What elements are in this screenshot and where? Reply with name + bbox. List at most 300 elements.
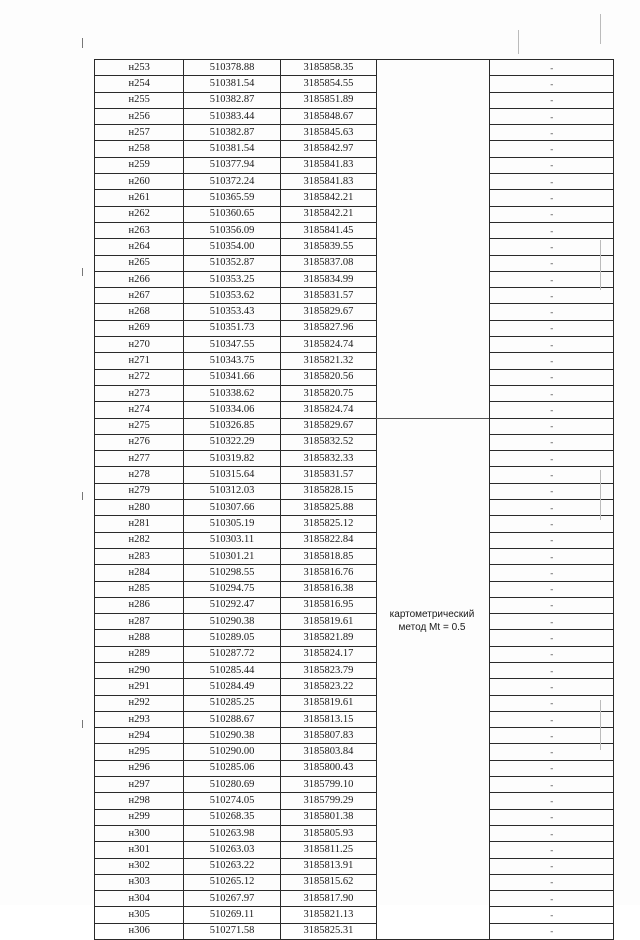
table-row: [95, 141, 614, 157]
table-row: [95, 369, 614, 385]
error-cell: -: [490, 76, 614, 92]
point-name-cell: н297: [95, 777, 184, 793]
y-coordinate-cell: 3185801.38: [280, 809, 376, 825]
error-cell: -: [490, 467, 614, 483]
y-coordinate-cell: 3185820.75: [280, 385, 376, 401]
table-row: [95, 451, 614, 467]
scan-mark: [82, 720, 83, 728]
method-cell: [377, 190, 490, 206]
point-name-cell: н277: [95, 451, 184, 467]
y-coordinate-cell: 3185839.55: [280, 239, 376, 255]
point-name-cell: н285: [95, 581, 184, 597]
method-cell: [377, 695, 490, 711]
x-coordinate-cell: 510354.00: [184, 239, 280, 255]
y-coordinate-cell: 3185841.83: [280, 157, 376, 173]
y-coordinate-cell: 3185842.97: [280, 141, 376, 157]
y-coordinate-cell: 3185816.95: [280, 597, 376, 613]
scan-mark: [600, 470, 601, 520]
error-cell: -: [490, 369, 614, 385]
method-cell: [377, 222, 490, 238]
x-coordinate-cell: 510294.75: [184, 581, 280, 597]
point-name-cell: н257: [95, 125, 184, 141]
x-coordinate-cell: 510292.47: [184, 597, 280, 613]
y-coordinate-cell: 3185828.15: [280, 483, 376, 499]
method-cell: [377, 304, 490, 320]
method-cell: [377, 809, 490, 825]
method-note: [376, 608, 488, 634]
table-row: [95, 679, 614, 695]
x-coordinate-cell: 510290.00: [184, 744, 280, 760]
error-cell: -: [490, 874, 614, 890]
point-name-cell: н273: [95, 385, 184, 401]
y-coordinate-cell: 3185827.96: [280, 320, 376, 336]
error-cell: -: [490, 320, 614, 336]
x-coordinate-cell: 510319.82: [184, 451, 280, 467]
point-name-cell: н279: [95, 483, 184, 499]
x-coordinate-cell: 510269.11: [184, 907, 280, 923]
method-cell: [377, 157, 490, 173]
x-coordinate-cell: 510381.54: [184, 76, 280, 92]
x-coordinate-cell: 510353.43: [184, 304, 280, 320]
point-name-cell: н267: [95, 288, 184, 304]
point-name-cell: н295: [95, 744, 184, 760]
method-cell: [377, 662, 490, 678]
error-cell: -: [490, 744, 614, 760]
point-name-cell: н261: [95, 190, 184, 206]
method-note-line1: картометрический: [389, 609, 475, 620]
table-row: [95, 320, 614, 336]
method-cell: [377, 76, 490, 92]
method-cell: [377, 548, 490, 564]
method-cell: [377, 320, 490, 336]
method-cell: [377, 434, 490, 450]
y-coordinate-cell: 3185842.21: [280, 190, 376, 206]
table-row: [95, 353, 614, 369]
x-coordinate-cell: 510290.38: [184, 728, 280, 744]
point-name-cell: н287: [95, 614, 184, 630]
y-coordinate-cell: 3185807.83: [280, 728, 376, 744]
x-coordinate-cell: 510301.21: [184, 548, 280, 564]
x-coordinate-cell: 510356.09: [184, 222, 280, 238]
table-row: [95, 434, 614, 450]
error-cell: -: [490, 434, 614, 450]
point-name-cell: н272: [95, 369, 184, 385]
error-cell: -: [490, 239, 614, 255]
table-row: [95, 777, 614, 793]
table-row: [95, 222, 614, 238]
method-cell: [377, 271, 490, 287]
table-row: [95, 825, 614, 841]
x-coordinate-cell: 510312.03: [184, 483, 280, 499]
method-cell: [377, 777, 490, 793]
y-coordinate-cell: 3185848.67: [280, 108, 376, 124]
x-coordinate-cell: 510341.66: [184, 369, 280, 385]
point-name-cell: н301: [95, 842, 184, 858]
method-cell: [377, 500, 490, 516]
point-name-cell: н260: [95, 174, 184, 190]
y-coordinate-cell: 3185803.84: [280, 744, 376, 760]
error-cell: -: [490, 662, 614, 678]
method-cell: [377, 728, 490, 744]
x-coordinate-cell: 510382.87: [184, 125, 280, 141]
y-coordinate-cell: 3185805.93: [280, 825, 376, 841]
point-name-cell: н263: [95, 222, 184, 238]
method-cell: [377, 385, 490, 401]
point-name-cell: н293: [95, 711, 184, 727]
table-row: [95, 630, 614, 646]
error-cell: -: [490, 565, 614, 581]
error-cell: -: [490, 288, 614, 304]
table-row: [95, 695, 614, 711]
y-coordinate-cell: 3185832.33: [280, 451, 376, 467]
y-coordinate-cell: 3185854.55: [280, 76, 376, 92]
method-cell: [377, 891, 490, 907]
point-name-cell: н283: [95, 548, 184, 564]
point-name-cell: н304: [95, 891, 184, 907]
table-row: [95, 793, 614, 809]
table-row: [95, 728, 614, 744]
error-cell: -: [490, 337, 614, 353]
x-coordinate-cell: 510274.05: [184, 793, 280, 809]
method-cell: [377, 679, 490, 695]
y-coordinate-cell: 3185825.12: [280, 516, 376, 532]
table-row: [95, 581, 614, 597]
y-coordinate-cell: 3185816.76: [280, 565, 376, 581]
error-cell: -: [490, 60, 614, 76]
y-coordinate-cell: 3185829.67: [280, 304, 376, 320]
error-cell: -: [490, 728, 614, 744]
table-row: [95, 157, 614, 173]
point-name-cell: н259: [95, 157, 184, 173]
table-row: [95, 108, 614, 124]
y-coordinate-cell: 3185816.38: [280, 581, 376, 597]
table-row: [95, 809, 614, 825]
method-cell: [377, 239, 490, 255]
point-name-cell: н275: [95, 418, 184, 434]
x-coordinate-cell: 510267.97: [184, 891, 280, 907]
y-coordinate-cell: 3185824.74: [280, 402, 376, 418]
table-row: [95, 467, 614, 483]
scan-mark: [82, 492, 83, 500]
x-coordinate-cell: 510271.58: [184, 923, 280, 939]
x-coordinate-cell: 510338.62: [184, 385, 280, 401]
point-name-cell: н281: [95, 516, 184, 532]
table-row: [95, 858, 614, 874]
x-coordinate-cell: 510372.24: [184, 174, 280, 190]
method-cell: [377, 174, 490, 190]
x-coordinate-cell: 510326.85: [184, 418, 280, 434]
y-coordinate-cell: 3185842.21: [280, 206, 376, 222]
x-coordinate-cell: 510285.06: [184, 760, 280, 776]
error-cell: -: [490, 125, 614, 141]
table-row: [95, 418, 614, 434]
table-row: [95, 874, 614, 890]
y-coordinate-cell: 3185819.61: [280, 695, 376, 711]
method-column-divider: [376, 418, 489, 419]
x-coordinate-cell: 510289.05: [184, 630, 280, 646]
x-coordinate-cell: 510307.66: [184, 500, 280, 516]
scan-mark: [600, 240, 601, 290]
method-cell: [377, 402, 490, 418]
point-name-cell: н262: [95, 206, 184, 222]
method-cell: [377, 744, 490, 760]
scan-mark: [600, 700, 601, 750]
method-cell: [377, 565, 490, 581]
error-cell: -: [490, 646, 614, 662]
table-row: [95, 597, 614, 613]
x-coordinate-cell: 510268.35: [184, 809, 280, 825]
point-name-cell: н274: [95, 402, 184, 418]
method-cell: [377, 923, 490, 939]
method-cell: [377, 646, 490, 662]
error-cell: -: [490, 385, 614, 401]
y-coordinate-cell: 3185823.79: [280, 662, 376, 678]
error-cell: -: [490, 483, 614, 499]
error-cell: -: [490, 597, 614, 613]
point-name-cell: н299: [95, 809, 184, 825]
error-cell: -: [490, 793, 614, 809]
method-cell: [377, 842, 490, 858]
y-coordinate-cell: 3185811.25: [280, 842, 376, 858]
error-cell: -: [490, 353, 614, 369]
y-coordinate-cell: 3185837.08: [280, 255, 376, 271]
x-coordinate-cell: 510352.87: [184, 255, 280, 271]
y-coordinate-cell: 3185845.63: [280, 125, 376, 141]
error-cell: -: [490, 858, 614, 874]
error-cell: -: [490, 923, 614, 939]
table-row: [95, 239, 614, 255]
error-cell: -: [490, 157, 614, 173]
method-cell: [377, 108, 490, 124]
error-cell: -: [490, 614, 614, 630]
x-coordinate-cell: 510280.69: [184, 777, 280, 793]
method-cell: [377, 825, 490, 841]
y-coordinate-cell: 3185821.32: [280, 353, 376, 369]
error-cell: -: [490, 679, 614, 695]
x-coordinate-cell: 510383.44: [184, 108, 280, 124]
point-name-cell: н253: [95, 60, 184, 76]
x-coordinate-cell: 510284.49: [184, 679, 280, 695]
point-name-cell: н302: [95, 858, 184, 874]
x-coordinate-cell: 510298.55: [184, 565, 280, 581]
point-name-cell: н290: [95, 662, 184, 678]
point-name-cell: н284: [95, 565, 184, 581]
point-name-cell: н276: [95, 434, 184, 450]
coordinates-table: [94, 59, 614, 940]
error-cell: -: [490, 108, 614, 124]
point-name-cell: н291: [95, 679, 184, 695]
point-name-cell: н292: [95, 695, 184, 711]
point-name-cell: н282: [95, 532, 184, 548]
point-name-cell: н280: [95, 500, 184, 516]
error-cell: -: [490, 255, 614, 271]
error-cell: -: [490, 532, 614, 548]
table-row: [95, 891, 614, 907]
y-coordinate-cell: 3185817.90: [280, 891, 376, 907]
point-name-cell: н258: [95, 141, 184, 157]
x-coordinate-cell: 510263.03: [184, 842, 280, 858]
x-coordinate-cell: 510365.59: [184, 190, 280, 206]
method-cell: [377, 483, 490, 499]
point-name-cell: н270: [95, 337, 184, 353]
x-coordinate-cell: 510305.19: [184, 516, 280, 532]
table-row: [95, 760, 614, 776]
error-cell: -: [490, 548, 614, 564]
y-coordinate-cell: 3185851.89: [280, 92, 376, 108]
x-coordinate-cell: 510265.12: [184, 874, 280, 890]
y-coordinate-cell: 3185831.57: [280, 288, 376, 304]
y-coordinate-cell: 3185815.62: [280, 874, 376, 890]
method-cell: [377, 451, 490, 467]
error-cell: -: [490, 809, 614, 825]
error-cell: -: [490, 825, 614, 841]
x-coordinate-cell: 510377.94: [184, 157, 280, 173]
table-row: [95, 76, 614, 92]
table-row: [95, 483, 614, 499]
x-coordinate-cell: 510287.72: [184, 646, 280, 662]
point-name-cell: н294: [95, 728, 184, 744]
scan-mark: [518, 30, 519, 54]
table-row: [95, 907, 614, 923]
method-cell: [377, 907, 490, 923]
error-cell: -: [490, 174, 614, 190]
method-cell: [377, 516, 490, 532]
method-cell: [377, 92, 490, 108]
method-cell: [377, 532, 490, 548]
method-cell: [377, 711, 490, 727]
table-row: [95, 614, 614, 630]
error-cell: -: [490, 777, 614, 793]
y-coordinate-cell: 3185824.17: [280, 646, 376, 662]
y-coordinate-cell: 3185813.15: [280, 711, 376, 727]
x-coordinate-cell: 510303.11: [184, 532, 280, 548]
error-cell: -: [490, 451, 614, 467]
point-name-cell: н278: [95, 467, 184, 483]
method-cell: [377, 760, 490, 776]
point-name-cell: н300: [95, 825, 184, 841]
error-cell: -: [490, 891, 614, 907]
x-coordinate-cell: 510285.44: [184, 662, 280, 678]
point-name-cell: н268: [95, 304, 184, 320]
table-row: [95, 271, 614, 287]
x-coordinate-cell: 510288.67: [184, 711, 280, 727]
table-row: [95, 532, 614, 548]
method-cell: [377, 141, 490, 157]
point-name-cell: н298: [95, 793, 184, 809]
table-row: [95, 385, 614, 401]
point-name-cell: н289: [95, 646, 184, 662]
x-coordinate-cell: 510343.75: [184, 353, 280, 369]
x-coordinate-cell: 510353.62: [184, 288, 280, 304]
x-coordinate-cell: 510290.38: [184, 614, 280, 630]
error-cell: -: [490, 271, 614, 287]
y-coordinate-cell: 3185800.43: [280, 760, 376, 776]
table-row: [95, 402, 614, 418]
error-cell: -: [490, 907, 614, 923]
error-cell: -: [490, 711, 614, 727]
y-coordinate-cell: 3185858.35: [280, 60, 376, 76]
y-coordinate-cell: 3185825.31: [280, 923, 376, 939]
point-name-cell: н266: [95, 271, 184, 287]
y-coordinate-cell: 3185819.61: [280, 614, 376, 630]
table-row: [95, 190, 614, 206]
x-coordinate-cell: 510315.64: [184, 467, 280, 483]
table-row: [95, 206, 614, 222]
point-name-cell: н254: [95, 76, 184, 92]
y-coordinate-cell: 3185841.45: [280, 222, 376, 238]
table-row: [95, 255, 614, 271]
method-cell: [377, 418, 490, 434]
point-name-cell: н305: [95, 907, 184, 923]
y-coordinate-cell: 3185831.57: [280, 467, 376, 483]
point-name-cell: н286: [95, 597, 184, 613]
point-name-cell: н271: [95, 353, 184, 369]
table-row: [95, 125, 614, 141]
error-cell: -: [490, 516, 614, 532]
point-name-cell: н264: [95, 239, 184, 255]
error-cell: -: [490, 92, 614, 108]
y-coordinate-cell: 3185824.74: [280, 337, 376, 353]
point-name-cell: н306: [95, 923, 184, 939]
point-name-cell: н296: [95, 760, 184, 776]
point-name-cell: н269: [95, 320, 184, 336]
method-cell: [377, 793, 490, 809]
x-coordinate-cell: 510353.25: [184, 271, 280, 287]
method-note-line2: метод Mt = 0.5: [398, 622, 466, 633]
scan-mark: [600, 14, 601, 44]
y-coordinate-cell: 3185818.85: [280, 548, 376, 564]
y-coordinate-cell: 3185821.13: [280, 907, 376, 923]
method-cell: [377, 125, 490, 141]
error-cell: -: [490, 418, 614, 434]
x-coordinate-cell: 510382.87: [184, 92, 280, 108]
y-coordinate-cell: 3185841.83: [280, 174, 376, 190]
error-cell: -: [490, 190, 614, 206]
x-coordinate-cell: 510263.22: [184, 858, 280, 874]
table-row: [95, 516, 614, 532]
coordinates-table-body: [95, 60, 614, 940]
error-cell: -: [490, 222, 614, 238]
table-row: [95, 174, 614, 190]
table-row: [95, 500, 614, 516]
method-cell: [377, 369, 490, 385]
x-coordinate-cell: 510263.98: [184, 825, 280, 841]
y-coordinate-cell: 3185832.52: [280, 434, 376, 450]
point-name-cell: н303: [95, 874, 184, 890]
method-cell: [377, 581, 490, 597]
table-row: [95, 923, 614, 939]
y-coordinate-cell: 3185813.91: [280, 858, 376, 874]
y-coordinate-cell: 3185799.10: [280, 777, 376, 793]
method-cell: [377, 467, 490, 483]
error-cell: -: [490, 402, 614, 418]
error-cell: -: [490, 581, 614, 597]
y-coordinate-cell: 3185825.88: [280, 500, 376, 516]
point-name-cell: н255: [95, 92, 184, 108]
y-coordinate-cell: 3185820.56: [280, 369, 376, 385]
x-coordinate-cell: 510351.73: [184, 320, 280, 336]
y-coordinate-cell: 3185829.67: [280, 418, 376, 434]
error-cell: -: [490, 760, 614, 776]
table-row: [95, 337, 614, 353]
y-coordinate-cell: 3185821.89: [280, 630, 376, 646]
method-cell: [377, 206, 490, 222]
table-row: [95, 92, 614, 108]
y-coordinate-cell: 3185823.22: [280, 679, 376, 695]
method-cell: [377, 288, 490, 304]
table-row: [95, 548, 614, 564]
error-cell: -: [490, 500, 614, 516]
